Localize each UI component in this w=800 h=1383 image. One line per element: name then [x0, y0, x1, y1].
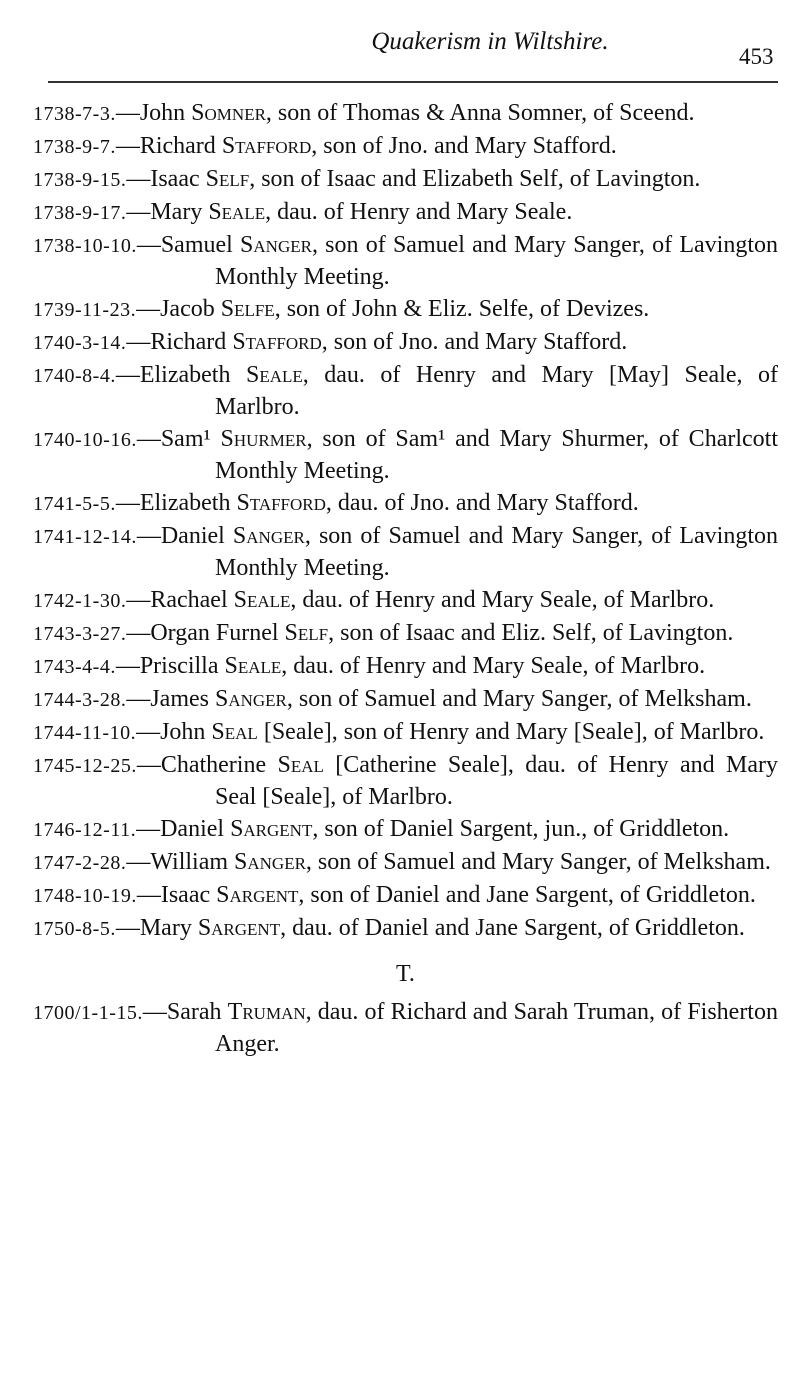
section-heading-t: T.: [396, 961, 415, 987]
entry-date: 1740-10-16.: [33, 429, 137, 451]
entry: [33, 521, 778, 584]
entry-date: 1738-9-15.: [33, 169, 127, 191]
entry-text: , dau. of Henry and Mary [May] Seale, of Marlbro.: [215, 362, 779, 420]
entry-surname: Stafford: [236, 490, 326, 516]
entry-text: , dau. of Henry and Mary Seale, of Marlbro.: [290, 587, 715, 613]
entry-surname: Seale: [224, 653, 282, 679]
entry-given-name: —Isaac: [126, 166, 206, 192]
entry-text: , son of Daniel Sargent, jun., of Griddleton.: [312, 816, 730, 842]
entry: [33, 294, 778, 326]
entry-given-name: —Daniel: [136, 816, 231, 842]
entry-surname: Self: [284, 620, 329, 646]
entry-date: 1738-9-7.: [33, 136, 116, 158]
entry-given-name: —Rachael: [126, 587, 234, 613]
entry-surname: Sanger: [232, 523, 305, 549]
entry: [33, 360, 778, 423]
entry-date: 1744-3-28.: [33, 689, 127, 711]
entry-given-name: —Sarah: [142, 999, 228, 1025]
entry-text: [Seale], son of Henry and Mary [Seale], of Marlbro.: [257, 719, 765, 745]
entry-text: , son of Samuel and Mary Sanger, of Lavington Monthly Meeting.: [215, 523, 778, 581]
entry-date: 1746-12-11.: [33, 819, 137, 841]
entry-date: 1700/1-1-15.: [33, 1002, 143, 1024]
entry-text: , son of Samuel and Mary Sanger, of Melksham.: [305, 849, 771, 875]
entry-surname: Sanger: [240, 232, 312, 258]
entry-given-name: —Richard: [126, 329, 233, 355]
entry-date: 1750-8-5.: [33, 918, 116, 940]
entry-text: , dau. of Daniel and Jane Sargent, of Griddleton.: [280, 915, 745, 941]
entry-surname: Seal: [211, 719, 258, 745]
entry-surname: Seale: [245, 362, 303, 388]
entry: [33, 750, 778, 813]
entry-date: 1748-10-19.: [33, 885, 137, 907]
entry-surname: Self: [205, 166, 250, 192]
entry-given-name: —John: [115, 100, 192, 126]
entry-surname: Seale: [208, 199, 266, 225]
entry-surname: Sargent: [197, 915, 281, 941]
entry: [33, 913, 778, 945]
entry-given-name: —Isaac: [136, 882, 217, 908]
entry-surname: Sargent: [216, 882, 299, 908]
entry-date: 1738-9-17.: [33, 202, 127, 224]
entry-surname: Sargent: [230, 816, 313, 842]
entry-date: 1745-12-25.: [33, 755, 137, 777]
entry-surname: Sanger: [214, 686, 287, 712]
header-rule: [48, 81, 778, 83]
entry-given-name: —William: [126, 849, 235, 875]
page-number: 453: [739, 44, 774, 69]
running-title: Quakerism in Wiltshire.: [371, 28, 609, 55]
entry-given-name: —John: [136, 719, 212, 745]
entry-surname: Truman: [227, 999, 306, 1025]
entry-date: 1740-8-4.: [33, 365, 116, 387]
entry-date: 1740-3-14.: [33, 332, 127, 354]
entry-date: 1742-1-30.: [33, 590, 127, 612]
entry-given-name: —Mary: [126, 199, 209, 225]
entry-surname: Selfe: [220, 296, 275, 322]
entry-date: 1743-3-27.: [33, 623, 127, 645]
entry-given-name: —Jacob: [136, 296, 221, 322]
entry-surname: Shurmer: [220, 426, 307, 452]
entry-text: , dau. of Jno. and Mary Stafford.: [325, 490, 639, 516]
entry-surname: Stafford: [232, 329, 322, 355]
entry-given-name: —James: [126, 686, 215, 712]
entry-surname: Seal: [277, 752, 324, 778]
entry-text: , son of Samuel and Mary Sanger, of Lavington Monthly Meeting.: [215, 232, 778, 290]
entry-date: 1747-2-28.: [33, 852, 127, 874]
entry: [33, 424, 778, 487]
entry: [33, 847, 778, 879]
entry-surname: Sanger: [234, 849, 306, 875]
entry-date: 1738-10-10.: [33, 235, 137, 257]
entry: [33, 717, 778, 749]
entry-text: , son of Samuel and Mary Sanger, of Melksham.: [286, 686, 752, 712]
entries-list: [33, 98, 778, 1061]
entry-text: , dau. of Henry and Mary Seale.: [265, 199, 573, 225]
entry: [33, 814, 778, 846]
entry-text: , dau. of Henry and Mary Seale, of Marlbro.: [281, 653, 706, 679]
entry-text: , son of Jno. and Mary Stafford.: [321, 329, 628, 355]
entry: [33, 98, 778, 130]
entry: [33, 131, 778, 163]
entry: [33, 488, 778, 520]
entry-text: , son of John & Eliz. Selfe, of Devizes.: [274, 296, 650, 322]
entry-given-name: —Richard: [115, 133, 222, 159]
entry: [33, 230, 778, 293]
entry-text: [Catherine Seale], dau. of Henry and Mary Seal [Seale], of Marlbro.: [215, 752, 778, 810]
entry-given-name: —Elizabeth: [115, 490, 237, 516]
entry-text: , son of Daniel and Jane Sargent, of Griddleton.: [298, 882, 756, 908]
entry-given-name: —Sam¹: [136, 426, 221, 452]
entry-surname: Seale: [233, 587, 291, 613]
entry: [33, 164, 778, 196]
entry-given-name: —Organ Furnel: [126, 620, 285, 646]
entry-given-name: —Mary: [115, 915, 198, 941]
entry: [33, 618, 778, 650]
entry-text: , son of Jno. and Mary Stafford.: [311, 133, 617, 159]
entry: [33, 327, 778, 359]
entry: [33, 585, 778, 617]
entry-date: 1743-4-4.: [33, 656, 116, 678]
entry-surname: Somner: [191, 100, 266, 126]
entry-text: , son of Isaac and Elizabeth Self, of Lavington.: [249, 166, 701, 192]
entry-given-name: —Elizabeth: [115, 362, 246, 388]
entry-given-name: —Daniel: [136, 523, 233, 549]
entry-given-name: —Priscilla: [115, 653, 225, 679]
entry-date: 1744-11-10.: [33, 722, 137, 744]
entry-date: 1741-12-14.: [33, 526, 137, 548]
entry-given-name: —Samuel: [136, 232, 241, 258]
entry-surname: Stafford: [221, 133, 312, 159]
entry-text: , son of Thomas & Anna Somner, of Sceend.: [265, 100, 695, 126]
entry: [33, 197, 778, 229]
entry: [33, 651, 778, 683]
entry-text: , son of Sam¹ and Mary Shurmer, of Charlcott Monthly Meeting.: [215, 426, 778, 484]
entry-text: , son of Isaac and Eliz. Self, of Lavington.: [328, 620, 734, 646]
entry-text: , dau. of Richard and Sarah Truman, of Fisherton Anger.: [215, 999, 778, 1057]
entry-date: 1738-7-3.: [33, 103, 116, 125]
entry-date: 1739-11-23.: [33, 299, 137, 321]
entry: [33, 880, 778, 912]
entry: [33, 997, 778, 1060]
entry: [33, 684, 778, 716]
entry-date: 1741-5-5.: [33, 493, 116, 515]
entry-given-name: —Chatherine: [136, 752, 278, 778]
